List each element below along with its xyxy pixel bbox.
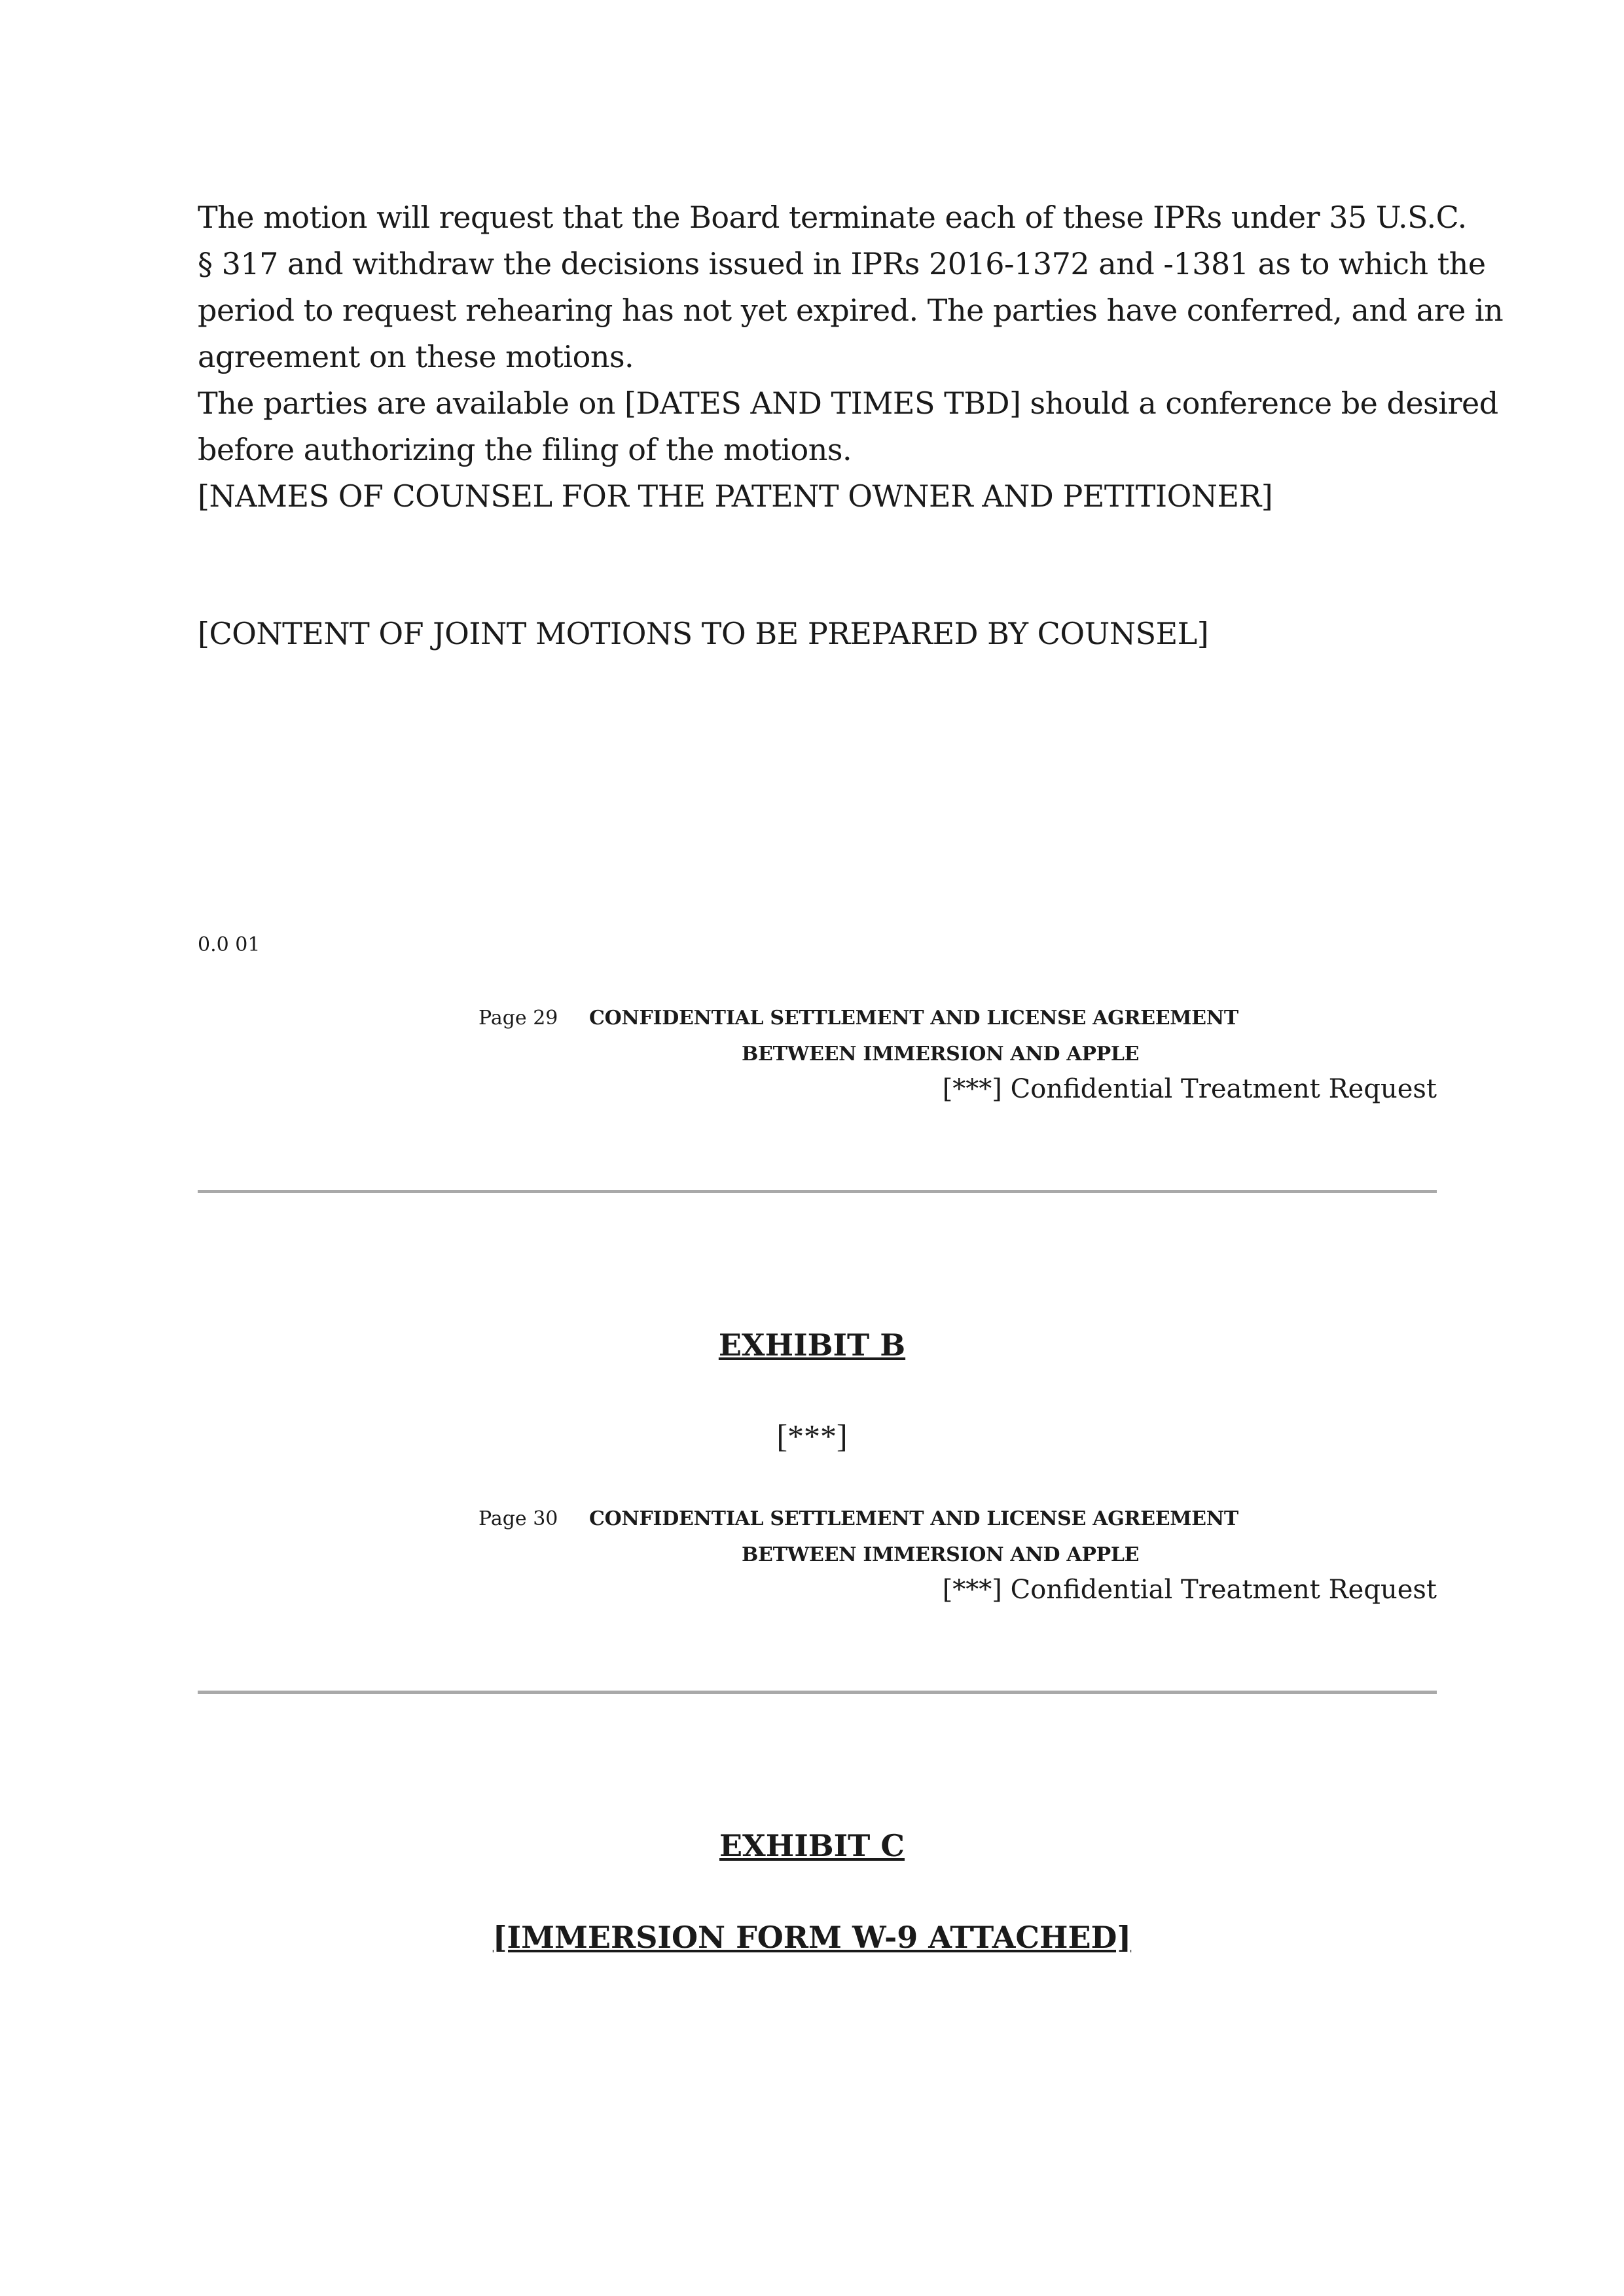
exhibit-b-heading: EXHIBIT B: [718, 1327, 906, 1363]
footer-title-line-2: BETWEEN IMMERSION AND APPLE: [742, 1543, 1140, 1566]
page-divider: [198, 1691, 1437, 1694]
body-line-7: [NAMES OF COUNSEL FOR THE PATENT OWNER AND PETITIONER]: [198, 478, 1273, 514]
footer-title-line-1: CONFIDENTIAL SETTLEMENT AND LICENSE AGREEMENT: [589, 1507, 1238, 1530]
page-number: Page 30: [478, 1507, 558, 1530]
confidential-treatment-note: [***] Confidential Treatment Request: [942, 1575, 1437, 1605]
document-code: 0.0 01: [198, 933, 261, 956]
body-line-4: agreement on these motions.: [198, 339, 634, 374]
body-line-2: § 317 and withdraw the decisions issued in IPRs 2016-1372 and -1381 as to which the: [198, 246, 1486, 281]
w9-attachment-note: [IMMERSION FORM W-9 ATTACHED]: [492, 1920, 1132, 1955]
body-line-1: The motion will request that the Board terminate each of these IPRs under 35 U.S.C.: [198, 200, 1467, 235]
body-line-6: before authorizing the filing of the motions.: [198, 432, 852, 467]
footer-title-line-2: BETWEEN IMMERSION AND APPLE: [742, 1043, 1140, 1066]
content-placeholder: [CONTENT OF JOINT MOTIONS TO BE PREPARED BY COUNSEL]: [198, 616, 1209, 651]
exhibit-c-heading: EXHIBIT C: [719, 1828, 905, 1863]
body-line-5: The parties are available on [DATES AND TIMES TBD] should a conference be desired: [198, 386, 1498, 421]
redacted-content: [***]: [776, 1418, 848, 1454]
page-number: Page 29: [478, 1007, 558, 1030]
body-line-3: period to request rehearing has not yet expired. The parties have conferred, and are in: [198, 293, 1504, 328]
confidential-treatment-note: [***] Confidential Treatment Request: [942, 1074, 1437, 1104]
footer-title-line-1: CONFIDENTIAL SETTLEMENT AND LICENSE AGREEMENT: [589, 1007, 1238, 1030]
page-divider: [198, 1190, 1437, 1193]
